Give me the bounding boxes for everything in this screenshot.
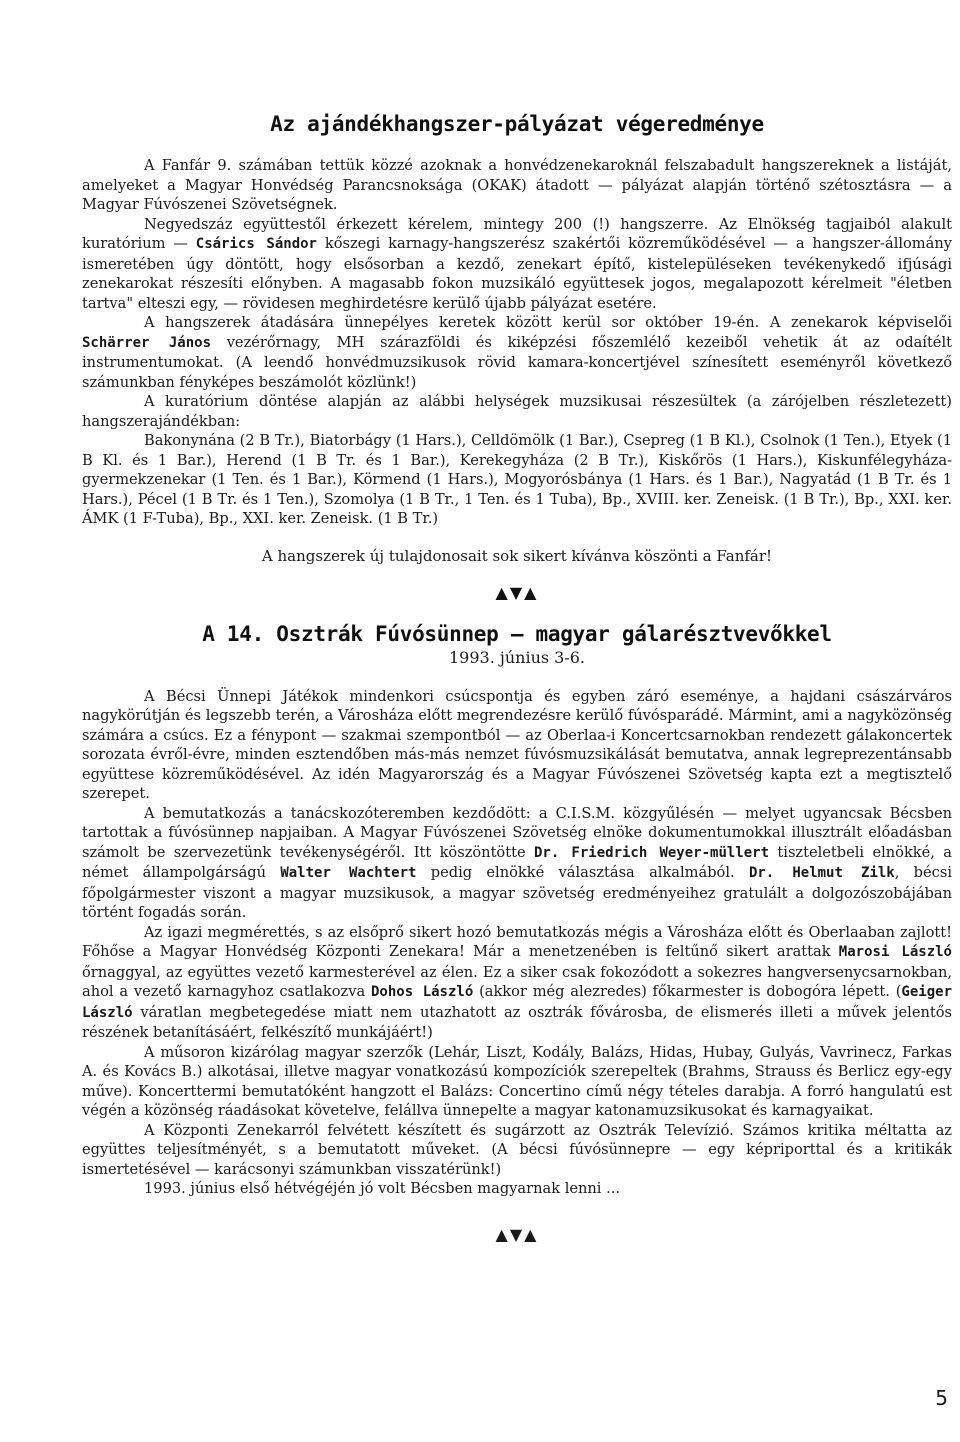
- person-name: Marosi László: [838, 944, 952, 960]
- text-span: váratlan megbetegedése miatt nem utazhatott az osztrák fővárosba, de elismerés illeti a művek jelentős részének betanításáért, felkészítő munkájáért!): [82, 1003, 952, 1041]
- paragraph: 1993. június első hétvégéjén jó volt Bécsben magyarnak lenni ...: [144, 1180, 621, 1197]
- text-span: A hangszerek átadására ünnepélyes keretek között kerül sor október 19-én. A zenekarok képviselői: [144, 314, 952, 331]
- ornament-divider: ▲▼▲: [495, 582, 539, 602]
- person-name: Dohos László: [370, 984, 474, 1000]
- paragraph: A kuratórium döntése alapján az alábbi helységek muzsikusai részesültek (a zárójelben részletezett) hangszerajándékban:: [82, 393, 952, 430]
- paragraph: [82, 215, 952, 314]
- text-span: Negyedszáz együttestől érkezett kérelem, mintegy 200 (!) hangszerre. Az Elnökség tagjaiból alakult kuratórium —: [82, 215, 952, 252]
- text-span: (akkor még alezredes) főkarmester is dobogóra lépett. (: [473, 983, 902, 1000]
- article-title-1: Az ajándékhangszer-pályázat végeredménye: [270, 112, 764, 136]
- text-span: , bécsi főpolgármester viszont a magyar muzsikusok, a magyar szövetség eredményeihez gratulált a dolgozószobájában történt fogadás során.: [82, 864, 952, 921]
- person-name: Dr. Helmut Zilk: [748, 865, 895, 881]
- page-number: 5: [935, 1386, 948, 1410]
- paragraph: A Bécsi Ünnepi Játékok mindenkori csúcspontja és egyben záró eseménye, a hajdani császárváros nagykörútján és legszebb terén, a Városháza előtt megrendezésre kerülő fúvósparádé. Mármint, ami a nagyközönség számára a csúcs. Ez a fénypont — szakmai szempontból — az Oberlaa-i Koncertcsarnokban rendezett gálakoncertek sorozata évről-évre, minden esztendőben más-más nemzet fúvósmuzsikálását bemutatva, annak legreprezentánsabb együttese közreműködésével. Az idén Magyarország és a Magyar Fúvószenei Szövetség kapta ezt a megtisztelő szerepet.: [82, 687, 952, 802]
- text-span: tiszteletbeli elnökké, a német állampolgárságú: [82, 843, 953, 881]
- paragraph: [82, 923, 952, 1043]
- person-name: Dr. Friedrich Weyer-müllert: [533, 844, 770, 861]
- paragraph: A műsoron kizárólag magyar szerzők (Lehár, Liszt, Kodály, Balázs, Hidas, Hubay, Gulyás, Vavrinecz, Farkas A. és Kovács B.) alkotásai, illetve magyar vonatkozású kompozíciók szerepeltek (Brahms, Strauss és Berlicz egy-egy műve). Koncerttermi bemutatóként hangzott el Balázs: Concertino című négy tételes darabja. A forró hangulatú est végén a közönség ráadásokat követelve, felállva ünnepelte a magyar katonamuzsikusokat és karnagyaikat.: [82, 1043, 952, 1119]
- text-span: Az igazi megmérettés, s az elsőprő sikert hozó bemutatkozás mégis a Városháza előtt és Oberlaaban zajlott! Főhőse a Magyar Honvédség Központi Zenekara! Már a menetzenében is feltűnő sikert arattak: [82, 923, 952, 960]
- person-name: Schärrer János: [82, 334, 212, 351]
- paragraph-recipients: Bakonynána (2 B Tr.), Biatorbágy (1 Hars.), Celldömölk (1 Bar.), Csepreg (1 B Kl.), Csolnok (1 Ten.), Etyek (1 B Kl. és 1 Bar.), Herend (1 B Tr. és 1 Bar.), Kerekegyháza (2 B Tr.), Kiskőrös (1 Hars.), Kiskunfélegyháza-gyermekzenekar (1 Ten. és 1 Bar.), Körmend (1 Hars.), Mogyorósbánya (1 Hars. és 1 Bar.), Nagyatád (1 B Tr. és 1 Hars.), Pécel (1 B Tr. és 1 Ten.), Szomolya (1 B Tr., 1 Ten. és 1 Tuba), Bp., XVIII. ker. Zeneisk. (1 B Tr.), Bp., XXI. ker. ÁMK (1 F-Tuba), Bp., XXI. ker. Zeneisk. (1 B Tr.): [82, 432, 952, 527]
- article-title-2: A 14. Osztrák Fúvósünnep — magyar gálarésztvevőkkel: [202, 621, 832, 646]
- event-date: 1993. június 3-6.: [448, 647, 586, 667]
- paragraph: [82, 804, 952, 923]
- page-content: [82, 112, 952, 1244]
- paragraph: A Központi Zenekarról felvétett készített és sugárzott az Osztrák Televízió. Számos kritika méltatta az együttes teljesítményét, s a bemutatott műveket. (A bécsi fúvósünnepre — egy képriporttal és a kritikák ismertetésével — karácsonyi számunkban visszatérünk!): [82, 1121, 952, 1178]
- text-span: pedig elnökké választása alkalmából.: [416, 864, 749, 881]
- ornament-divider: ▲▼▲: [495, 1224, 539, 1244]
- paragraph: [82, 313, 952, 392]
- closing-line: A hangszerek új tulajdonosait sok sikert kívánva köszönti a Fanfár!: [261, 546, 773, 565]
- text-span: vezérőrnagy, MH szárazföldi és kiképzési főszemlélő kezeiből vehetik át az odaítélt instrumentumokat. (A leendő honvédmuzsikusok rövid kamara-koncertjével színesített eseményről következő számunkban fényképes beszámolót közlünk!): [82, 333, 952, 391]
- person-name: Walter Wachtert: [280, 865, 417, 881]
- text-span: őrnaggyal, az együttes vezető karmesterével az élen. Ez a siker csak fokozódott a sokezres hangversenycsarnokban, ahol a vezető karnagyhoz csatlakozva: [82, 963, 952, 1000]
- text-span: kőszegi karnagy-hangszerész szakértői közreműködésével — a hangszer-állomány ismeretében úgy döntött, hogy elsősorban a kezdő, zenekart építő, kistelepüléseken tevékenykedő ifjúsági zenekarokat részesíti előnyben. A magasabb fokon muzsikáló együttesek jogos, megalapozott kérelmeit "életben tartva" elteszi egy, — rövidesen meghirdetésre kerülő újabb pályázat esetére.: [82, 235, 952, 312]
- person-name: Csárics Sándor: [195, 236, 317, 252]
- person-name: Geiger László: [82, 984, 952, 1021]
- paragraph: A Fanfár 9. számában tettük közzé azoknak a honvédzenekaroknál felszabadult hangszereknek a listáját, amelyeket a Magyar Honvédség Parancsnoksága (OKAK) átadott — pályázat alapján történő szétosztásra — a Magyar Fúvószenei Szövetségnek.: [82, 157, 952, 213]
- text-span: A bemutatkozás a tanácskozóteremben kezdődött: a C.I.S.M. közgyűlésén — melyet ugyancsak Bécsben tartottak a fúvósünnep napjaiban. A Magyar Fúvószenei Szövetség elnöke dokumentumokkal illusztrált előadásban számolt be szervezetünk tevékenységéről. Itt köszöntötte: [82, 804, 952, 861]
